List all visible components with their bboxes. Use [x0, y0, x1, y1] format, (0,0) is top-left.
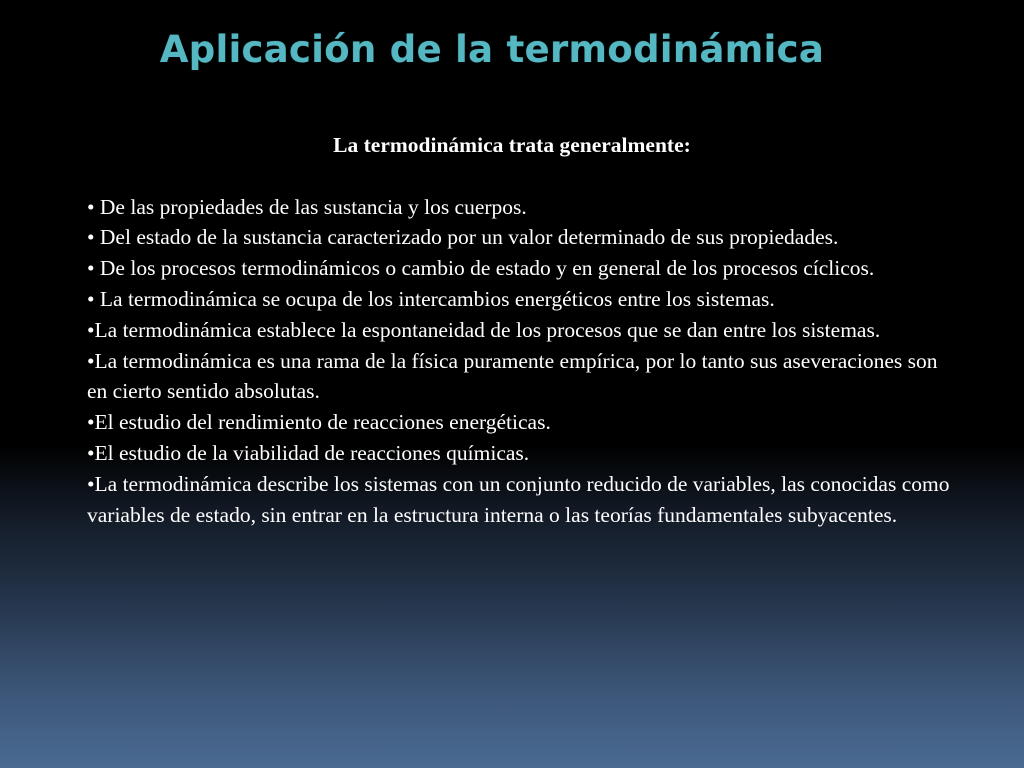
slide-title: Aplicación de la termodinámica [159, 28, 825, 71]
bullet-item: • Del estado de la sustancia caracterizado por un valor determinado de sus propiedades. [87, 225, 839, 250]
slide-content [87, 130, 957, 530]
bullet-item: • De los procesos termodinámicos o cambio de estado y en general de los procesos cíclicos. [87, 256, 875, 281]
bullet-item: •La termodinámica describe los sistemas con un conjunto reducido de variables, las conocidas como variables de estado, sin entrar en la estructura interna o las teorías fundamentales subyacentes. [87, 471, 950, 527]
bullet-item: • La termodinámica se ocupa de los intercambios energéticos entre los sistemas. [87, 286, 775, 311]
bullet-item: •El estudio del rendimiento de reacciones energéticas. [87, 410, 551, 435]
bullet-item: •La termodinámica establece la espontaneidad de los procesos que se dan entre los sistemas. [87, 317, 881, 342]
bullet-item: • De las propiedades de las sustancia y los cuerpos. [87, 194, 527, 219]
bullet-item: •El estudio de la viabilidad de reacciones químicas. [87, 440, 530, 465]
content-subtitle: La termodinámica trata generalmente: [333, 133, 691, 157]
bullet-item: •La termodinámica es una rama de la física puramente empírica, por lo tanto sus aseveraciones son en cierto sentido absolutas. [87, 348, 938, 404]
